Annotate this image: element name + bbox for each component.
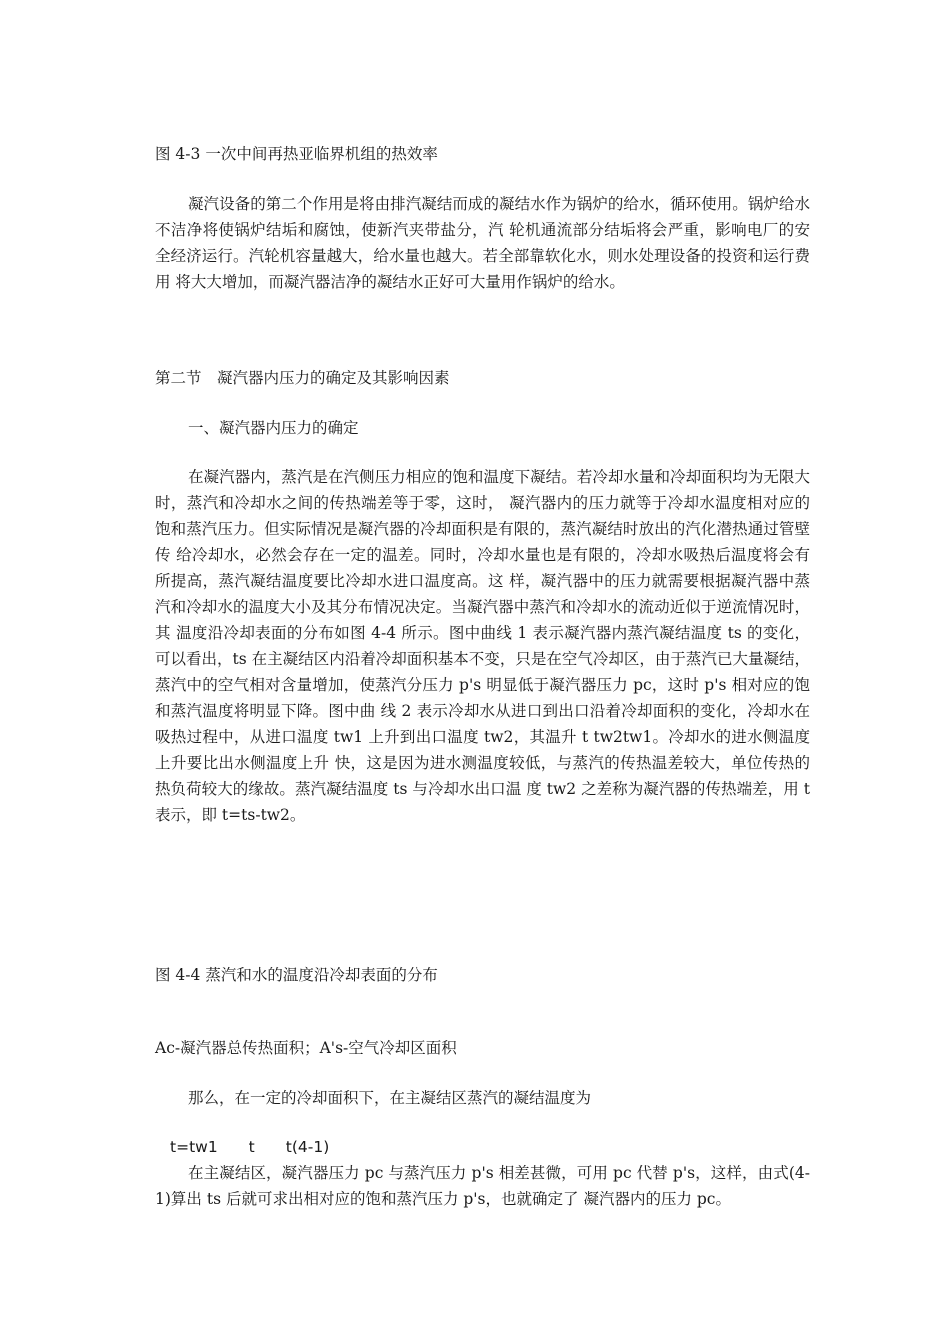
paragraph-condenser-pressure: 在凝汽器内，蒸汽是在汽侧压力相应的饱和温度下凝结。若冷却水量和冷却面积均为无限大时，蒸汽和冷却水之间的传热端差等于零，这时， 凝汽器内的压力就等于冷却水温度相对应的饱和蒸汽压力。但实际情况是凝汽器的冷却面积是有限的，蒸汽凝结时放出的汽化潜热通过管壁传 给冷却水，必然会存在一定的温差。同时，冷却水量也是有限的，冷却水吸热后温度将会有所提高，蒸汽凝结温度要比冷却水进口温度高。这 样，凝汽器中的压力就需要根据凝汽器中蒸汽和冷却水的温度大小及其分布情况决定。当凝汽器中蒸汽和冷却水的流动近似于逆流情况时，其 温度沿冷却表面的分布如图 4-4 所示。图中曲线 1 表示凝汽器内蒸汽凝结温度 ts 的变化，可以看出，ts 在主凝结区内沿着冷却面积基本不变，只是在空气冷却区，由于蒸汽已大量凝结，蒸汽中的空气相对含量增加，使蒸汽分压力 p's 明显低于凝汽器压力 pc，这时 p's 相对应的饱和蒸汽温度将明显下降。图中曲 线 2 表示冷却水从进口到出口沿着冷却面积的变化，冷却水在吸热过程中，从进口温度 tw1 上升到出口温度 tw2，其温升 t tw2tw1。冷却水的进水侧温度上升要比出水侧温度上升 快，这是因为进水测温度较低，与蒸汽的传热温差较大，单位传热的热负荷较大的缘故。蒸汽凝结温度 ts 与冷却水出口温 度 tw2 之差称为凝汽器的传热端差，用 t 表示，即 t=ts-tw2。 bbox=[155, 468, 810, 824]
figure-4-3-caption: 图 4-3 一次中间再热亚临界机组的热效率 bbox=[155, 145, 438, 163]
subsection-title: 一、凝汽器内压力的确定 bbox=[188, 419, 359, 437]
paragraph-feedwater: 凝汽设备的第二个作用是将由排汽凝结而成的凝结水作为锅炉的给水，循环使用。锅炉给水不洁净将使锅炉结垢和腐蚀，使新汽夹带盐分，汽 轮机通流部分结垢将会严重，影响电厂的安全经济运行。汽轮机容量越大，给水量也越大。若全部靠软化水，则水处理设备的投资和运行费用 将大大增加，而凝汽器洁净的凝结水正好可大量用作锅炉的给水。 bbox=[155, 195, 810, 291]
paragraph-main-zone: 在主凝结区，凝汽器压力 pc 与蒸汽压力 p's 相差甚微，可用 pc 代替 p's，这样，由式(4-1)算出 ts 后就可求出相对应的饱和蒸汽压力 p's，也就确定了 凝汽器内的压力 pc。 bbox=[155, 1164, 810, 1208]
figure-4-4-caption: 图 4-4 蒸汽和水的温度沿冷却表面的分布 bbox=[155, 966, 438, 984]
formula-4-1: t=tw1 t t(4-1) bbox=[170, 1138, 330, 1156]
section-title: 第二节 凝汽器内压力的确定及其影响因素 bbox=[155, 369, 450, 387]
figure-4-4-legend: Ac-凝汽器总传热面积；A's-空气冷却区面积 bbox=[155, 1039, 457, 1057]
paragraph-then: 那么，在一定的冷却面积下，在主凝结区蒸汽的凝结温度为 bbox=[188, 1089, 592, 1107]
